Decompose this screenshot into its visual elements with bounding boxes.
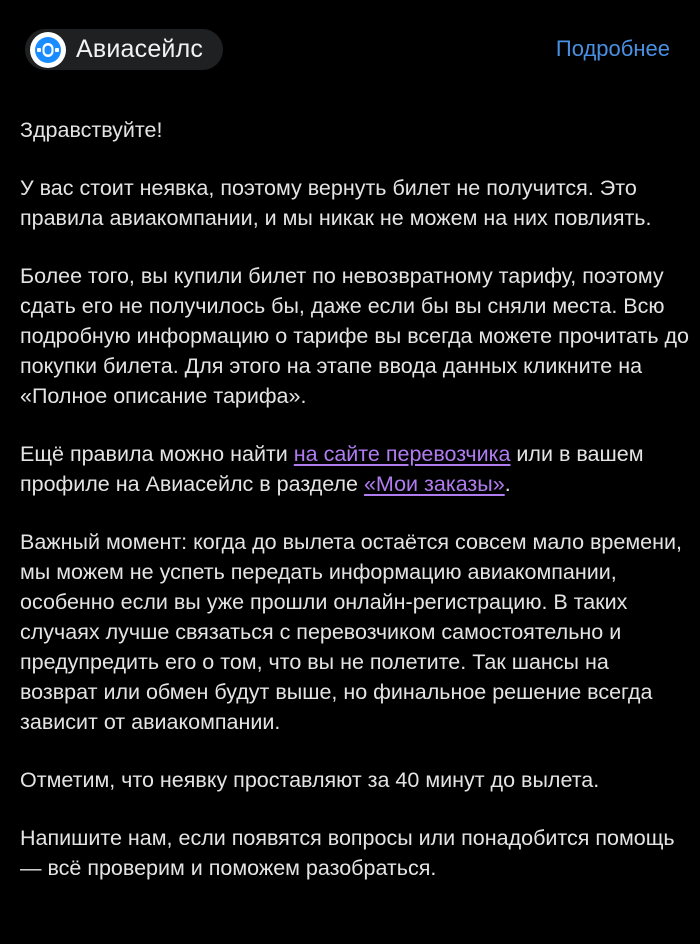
text-segment: Ещё правила можно найти [20, 442, 294, 466]
more-link[interactable]: Подробнее [555, 36, 670, 61]
paragraph-rules-links [20, 439, 690, 499]
brand-chip[interactable] [25, 29, 223, 70]
aviasales-logo-icon [30, 32, 66, 68]
paragraph-no-show-time: Отметим, что неявку проставляют за 40 минут до вылета. [20, 768, 600, 792]
text-segment: или в вашем профиле на Авиасейлс в разделе [20, 442, 644, 496]
paragraph-no-show: У вас стоит неявка, поэтому вернуть билет не получится. Это правила авиакомпании, и мы никак не можем на них повлиять. [20, 176, 652, 230]
header [0, 0, 700, 100]
greeting: Здравствуйте! [20, 118, 163, 142]
paragraph-contact: Напишите нам, если появятся вопросы или понадобится помощь — всё проверим и поможем разобраться. [20, 826, 675, 880]
paragraph-non-refundable: Более того, вы купили билет по невозвратному тарифу, поэтому сдать его не получилось бы, даже если бы вы сняли места. Всю подробную информацию о тарифе вы всегда можете прочитать до покупки билета. Для этого на этапе ввода данных кликните на «Полное описание тарифа». [20, 264, 690, 408]
carrier-site-link[interactable]: на сайте перевозчика [293, 442, 511, 466]
paragraph-important: Важный момент: когда до вылета остаётся совсем мало времени, мы можем не успеть передать информацию авиакомпании, особенно если вы уже прошли онлайн-регистрацию. В таких случаях лучше связаться с перевозчиком самостоятельно и предупредить его о том, что вы не полетите. Так шансы на возврат или обмен будут выше, но финальное решение всегда зависит от авиакомпании. [20, 530, 682, 734]
message-body [20, 115, 690, 911]
brand-name: Авиасейлс [76, 35, 204, 63]
my-orders-link[interactable]: «Мои заказы» [363, 472, 505, 496]
text-segment: . [504, 472, 511, 496]
